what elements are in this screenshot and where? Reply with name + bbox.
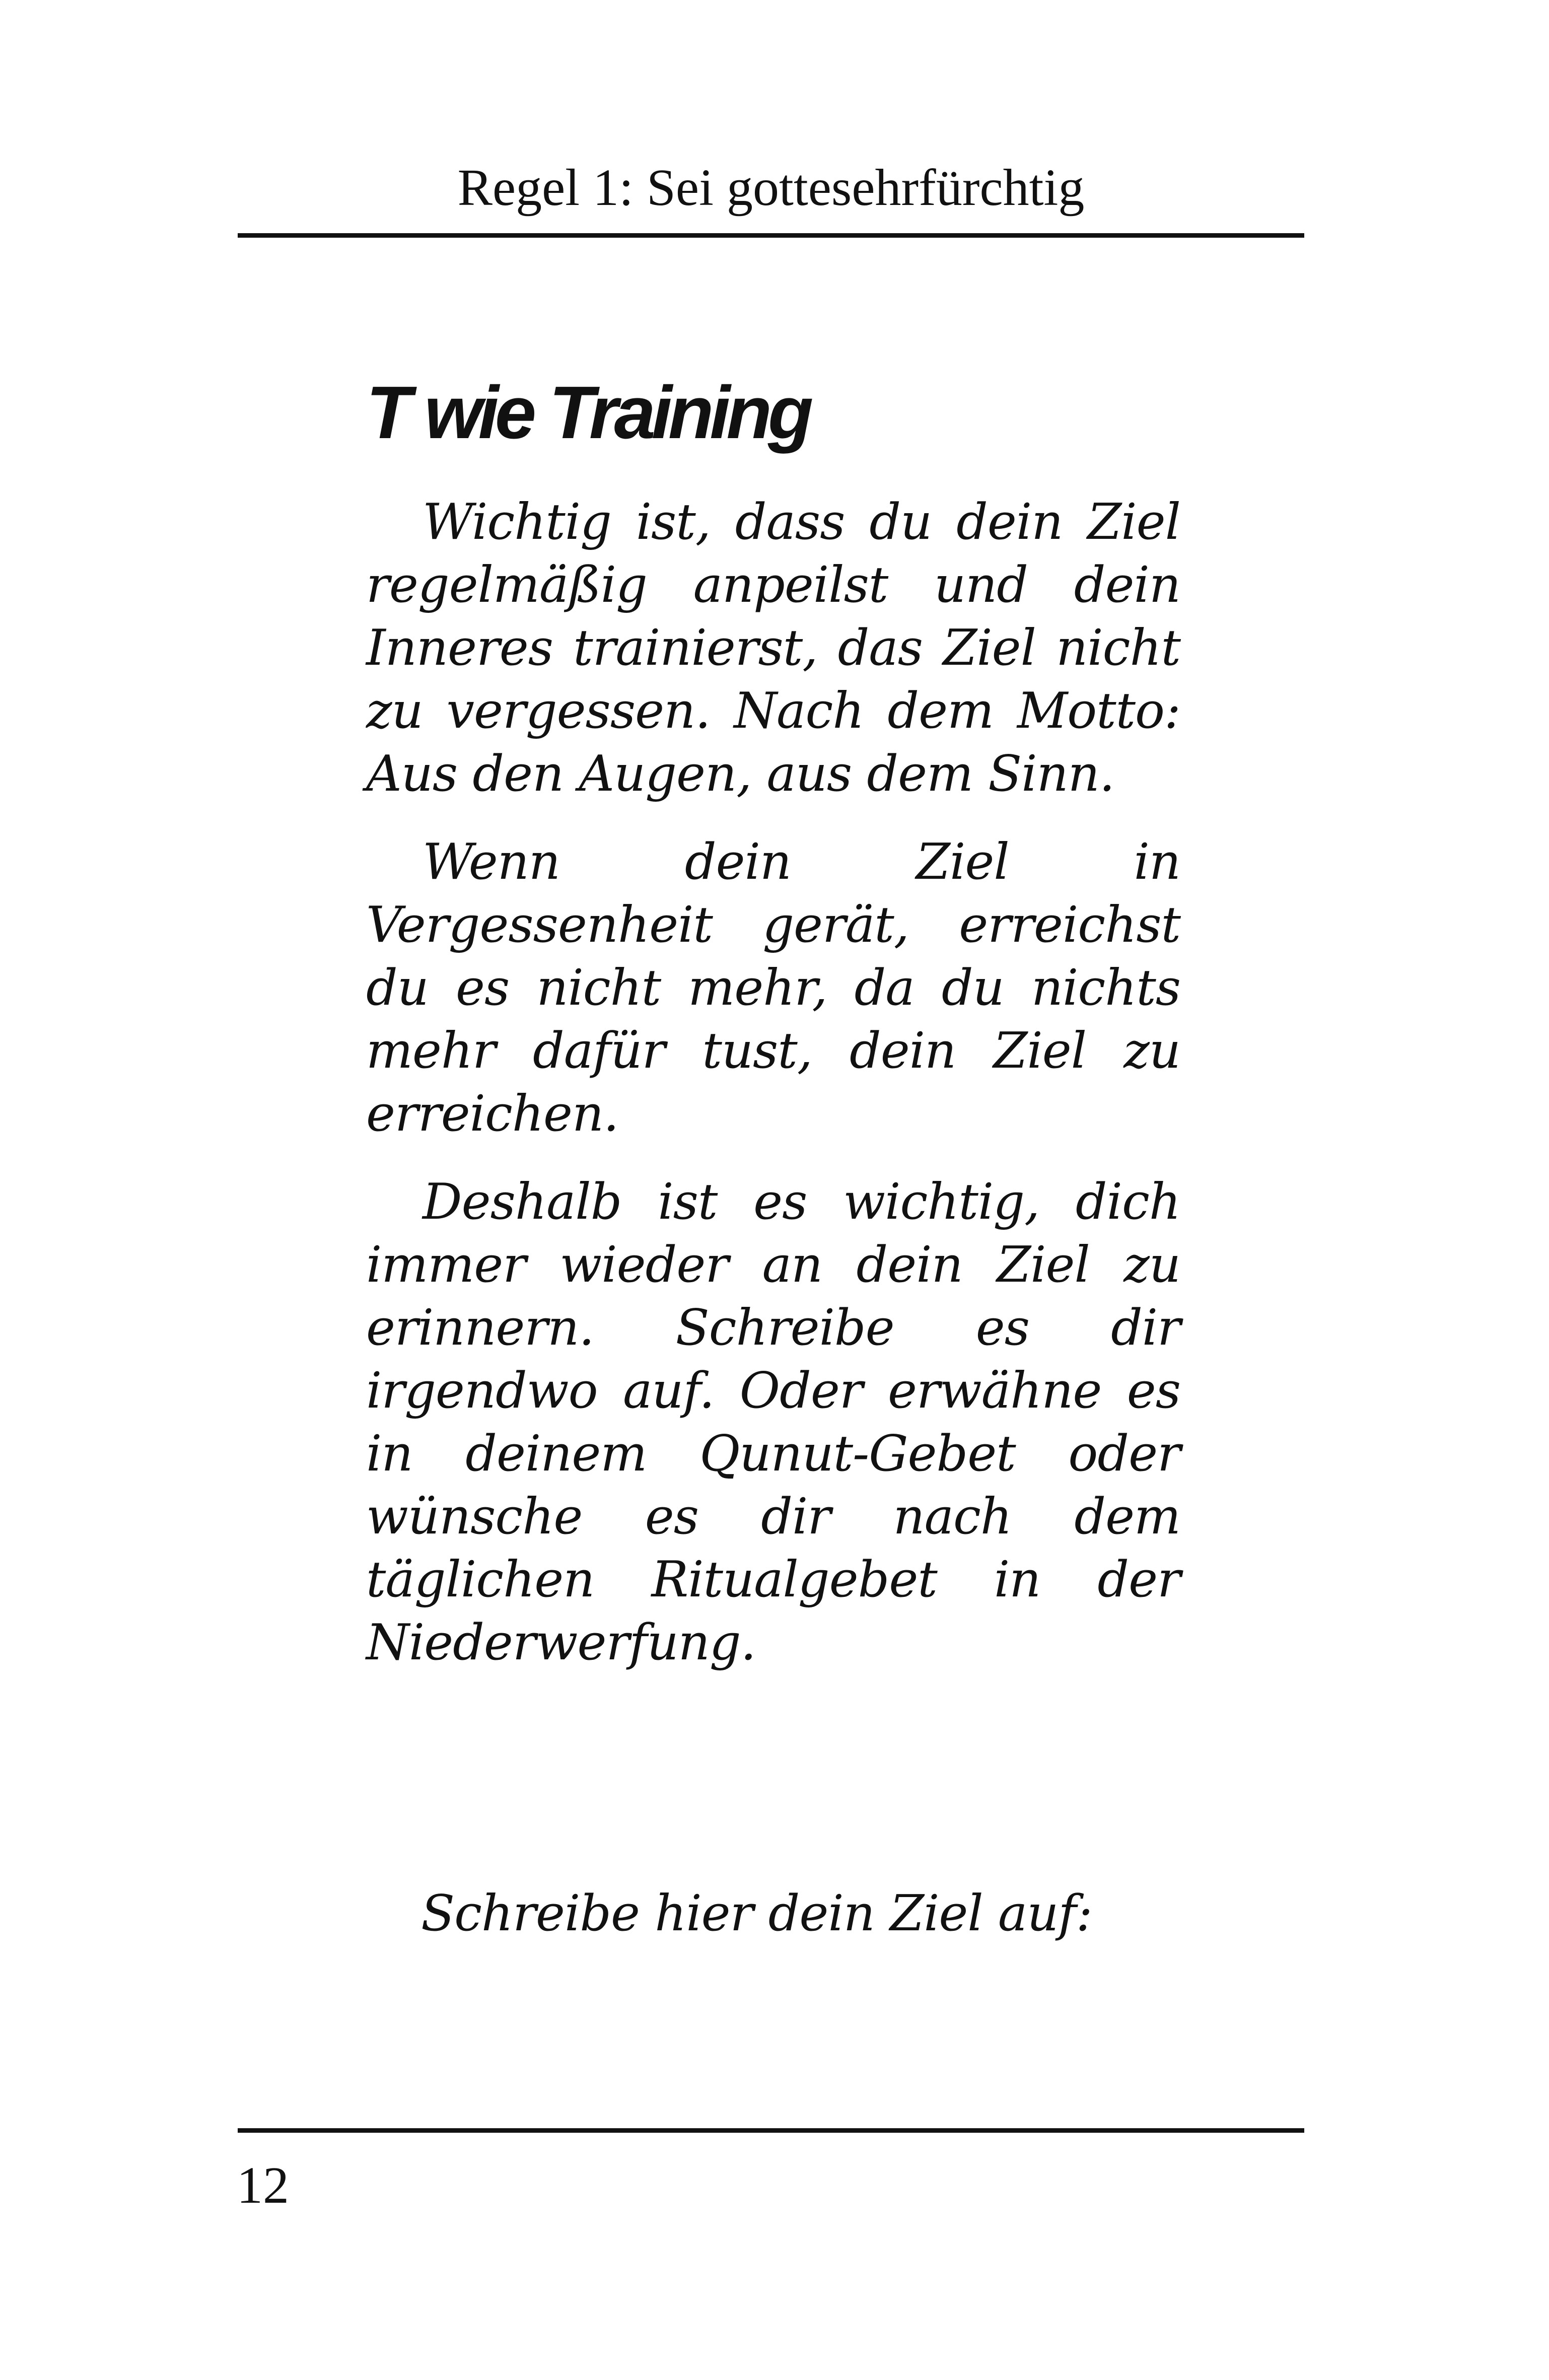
header-divider: [238, 233, 1304, 238]
page-number: 12: [237, 2156, 289, 2214]
write-goal-prompt: Schreibe hier dein Ziel auf:: [421, 1885, 1092, 1942]
section-title: T wie Training: [366, 371, 810, 454]
body-text: [366, 491, 1180, 1700]
running-header: Regel 1: Sei gottesehrfürchtig: [457, 159, 1085, 217]
paragraph-1: Wichtig ist, dass du dein Ziel regelmäßig anpeilst und dein Inneres trainierst, das Ziel nicht zu vergessen. Nach dem Motto: Aus den Augen, aus dem Sinn.: [366, 494, 1180, 803]
footer-divider: [238, 2128, 1304, 2133]
paragraph-3: Deshalb ist es wichtig, dich immer wieder an dein Ziel zu erinnern. Schreibe es dir irgendwo auf. Oder erwähne es in deinem Qunut-Gebet oder wünsche es dir nach dem täglichen Ritualgebet in der Niederwerfung.: [366, 1173, 1180, 1671]
paragraph-2: Wenn dein Ziel in Vergessenheit gerät, erreichst du es nicht mehr, da du nichts mehr dafür tust, dein Ziel zu erreichen.: [366, 833, 1180, 1143]
